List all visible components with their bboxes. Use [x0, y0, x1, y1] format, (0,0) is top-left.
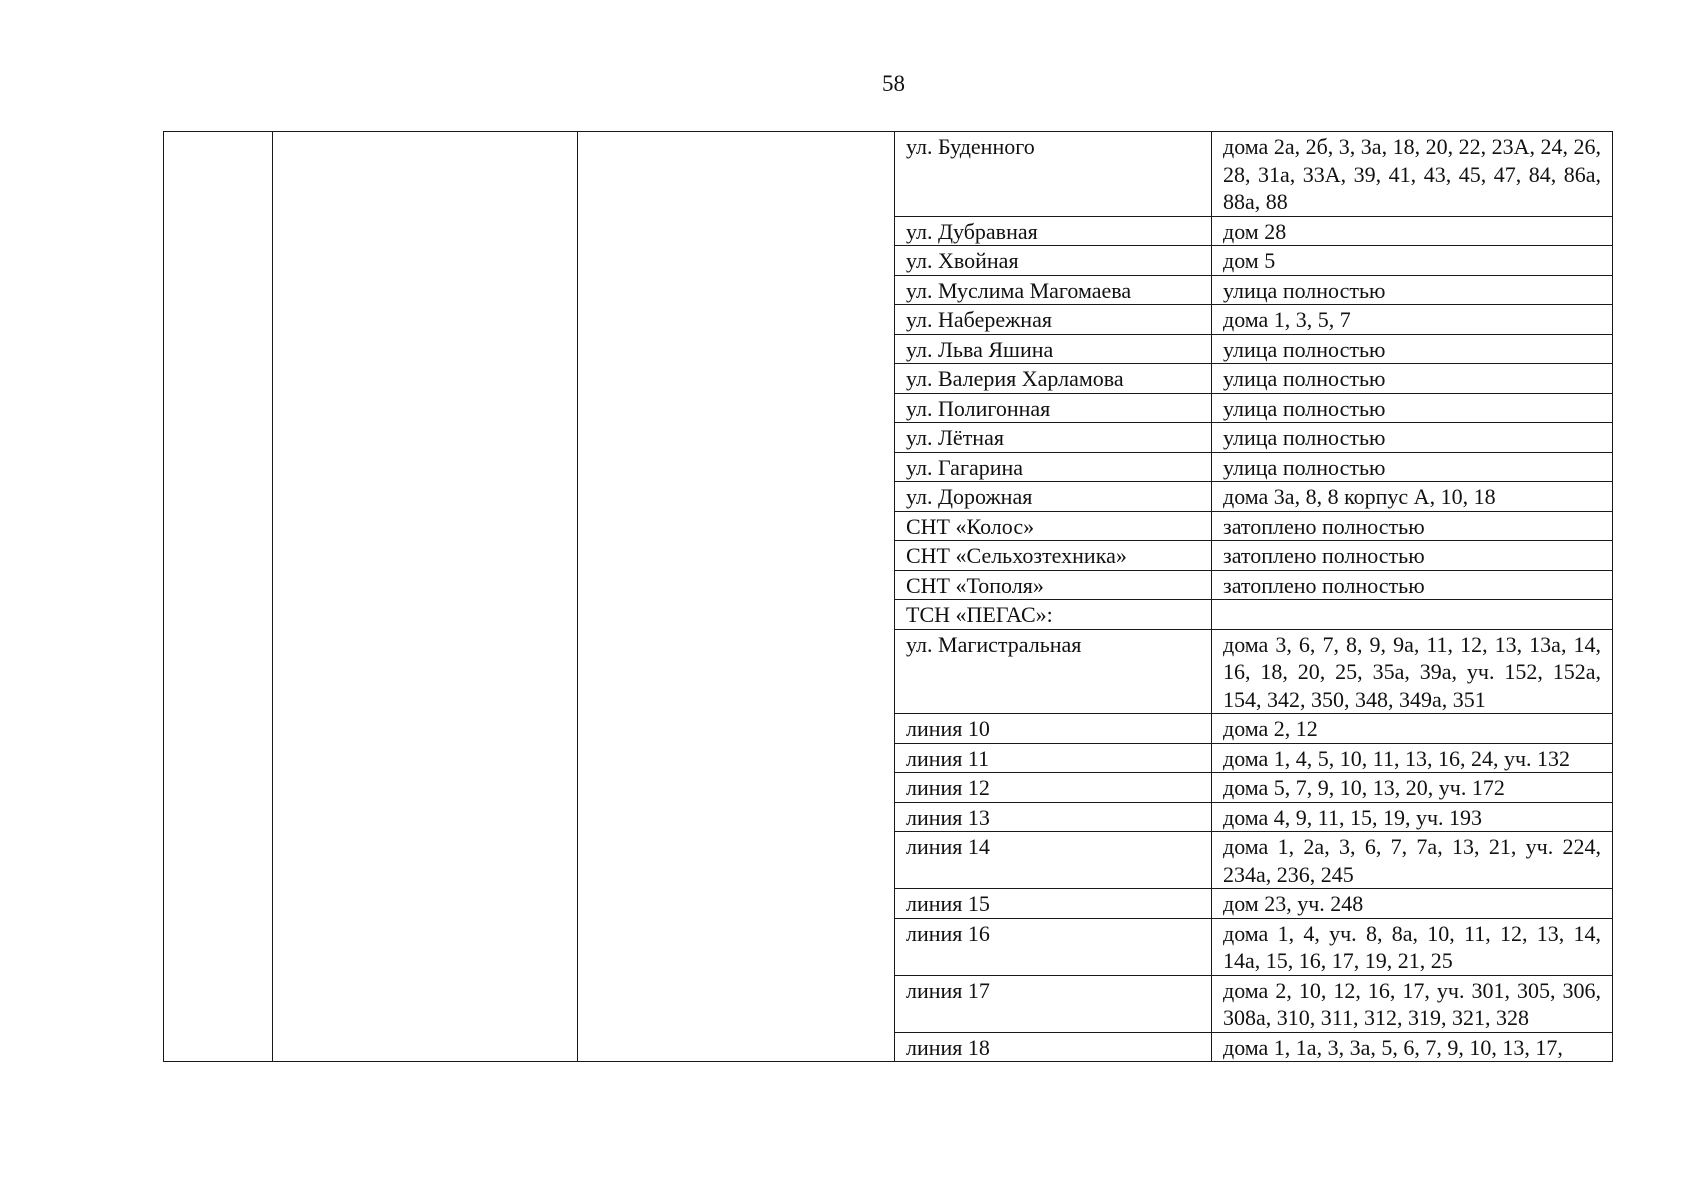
street-cell: линия 17 [895, 975, 1212, 1032]
houses-cell: дома 3, 6, 7, 8, 9, 9а, 11, 12, 13, 13а, 14, 16, 18, 20, 25, 35а, 39а, уч. 152, 152а, 154, 342, 350, 348, 349а, 351 [1212, 629, 1613, 714]
houses-cell: затоплено полностью [1212, 511, 1613, 541]
street-cell: СНТ «Колос» [895, 511, 1212, 541]
houses-cell: дома 1, 1а, 3, 3а, 5, 6, 7, 9, 10, 13, 17, [1212, 1032, 1613, 1062]
street-cell: ул. Магистральная [895, 629, 1212, 714]
houses-cell: дома 4, 9, 11, 15, 19, уч. 193 [1212, 802, 1613, 832]
page-number: 58 [882, 71, 905, 96]
table-row [164, 132, 1613, 217]
houses-cell: дома 2а, 2б, 3, 3а, 18, 20, 22, 23А, 24, 26, 28, 31а, 33А, 39, 41, 43, 45, 47, 84, 86а, 88а, 88 [1212, 132, 1613, 217]
houses-cell [1212, 600, 1613, 630]
blank-column-1 [164, 132, 273, 1062]
houses-cell: дома 1, 4, уч. 8, 8а, 10, 11, 12, 13, 14, 14а, 15, 16, 17, 19, 21, 25 [1212, 918, 1613, 975]
street-cell: ул. Муслима Магомаева [895, 275, 1212, 305]
street-cell: ул. Дубравная [895, 216, 1212, 246]
street-cell: ТСН «ПЕГАС»: [895, 600, 1212, 630]
street-cell: линия 10 [895, 714, 1212, 744]
street-cell: ул. Дорожная [895, 482, 1212, 512]
houses-cell: дома 2, 10, 12, 16, 17, уч. 301, 305, 306, 308а, 310, 311, 312, 319, 321, 328 [1212, 975, 1613, 1032]
houses-cell: затоплено полностью [1212, 570, 1613, 600]
street-cell: линия 18 [895, 1032, 1212, 1062]
table-body [164, 132, 1613, 1062]
houses-cell: затоплено полностью [1212, 541, 1613, 571]
street-cell: ул. Лётная [895, 423, 1212, 453]
street-cell: линия 16 [895, 918, 1212, 975]
houses-cell: улица полностью [1212, 452, 1613, 482]
houses-cell: дом 23, уч. 248 [1212, 889, 1613, 919]
houses-cell: улица полностью [1212, 423, 1613, 453]
houses-cell: дома 1, 3, 5, 7 [1212, 305, 1613, 335]
houses-cell: дом 28 [1212, 216, 1613, 246]
street-cell: линия 12 [895, 773, 1212, 803]
address-table [163, 131, 1613, 1062]
houses-cell: дома 3а, 8, 8 корпус А, 10, 18 [1212, 482, 1613, 512]
street-cell: ул. Хвойная [895, 246, 1212, 276]
street-cell: линия 15 [895, 889, 1212, 919]
street-cell: линия 14 [895, 832, 1212, 889]
street-cell: ул. Набережная [895, 305, 1212, 335]
street-cell: линия 11 [895, 743, 1212, 773]
street-cell: ул. Полигонная [895, 393, 1212, 423]
blank-column-3 [578, 132, 895, 1062]
houses-cell: дома 1, 4, 5, 10, 11, 13, 16, 24, уч. 132 [1212, 743, 1613, 773]
street-cell: ул. Буденного [895, 132, 1212, 217]
street-cell: ул. Валерия Харламова [895, 364, 1212, 394]
houses-cell: дома 5, 7, 9, 10, 13, 20, уч. 172 [1212, 773, 1613, 803]
houses-cell: дом 5 [1212, 246, 1613, 276]
houses-cell: улица полностью [1212, 334, 1613, 364]
houses-cell: улица полностью [1212, 393, 1613, 423]
houses-cell: дома 2, 12 [1212, 714, 1613, 744]
houses-cell: улица полностью [1212, 275, 1613, 305]
street-cell: СНТ «Сельхозтехника» [895, 541, 1212, 571]
street-cell: СНТ «Тополя» [895, 570, 1212, 600]
houses-cell: дома 1, 2а, 3, 6, 7, 7а, 13, 21, уч. 224, 234а, 236, 245 [1212, 832, 1613, 889]
blank-column-2 [273, 132, 578, 1062]
street-cell: ул. Гагарина [895, 452, 1212, 482]
street-cell: линия 13 [895, 802, 1212, 832]
houses-cell: улица полностью [1212, 364, 1613, 394]
street-cell: ул. Льва Яшина [895, 334, 1212, 364]
